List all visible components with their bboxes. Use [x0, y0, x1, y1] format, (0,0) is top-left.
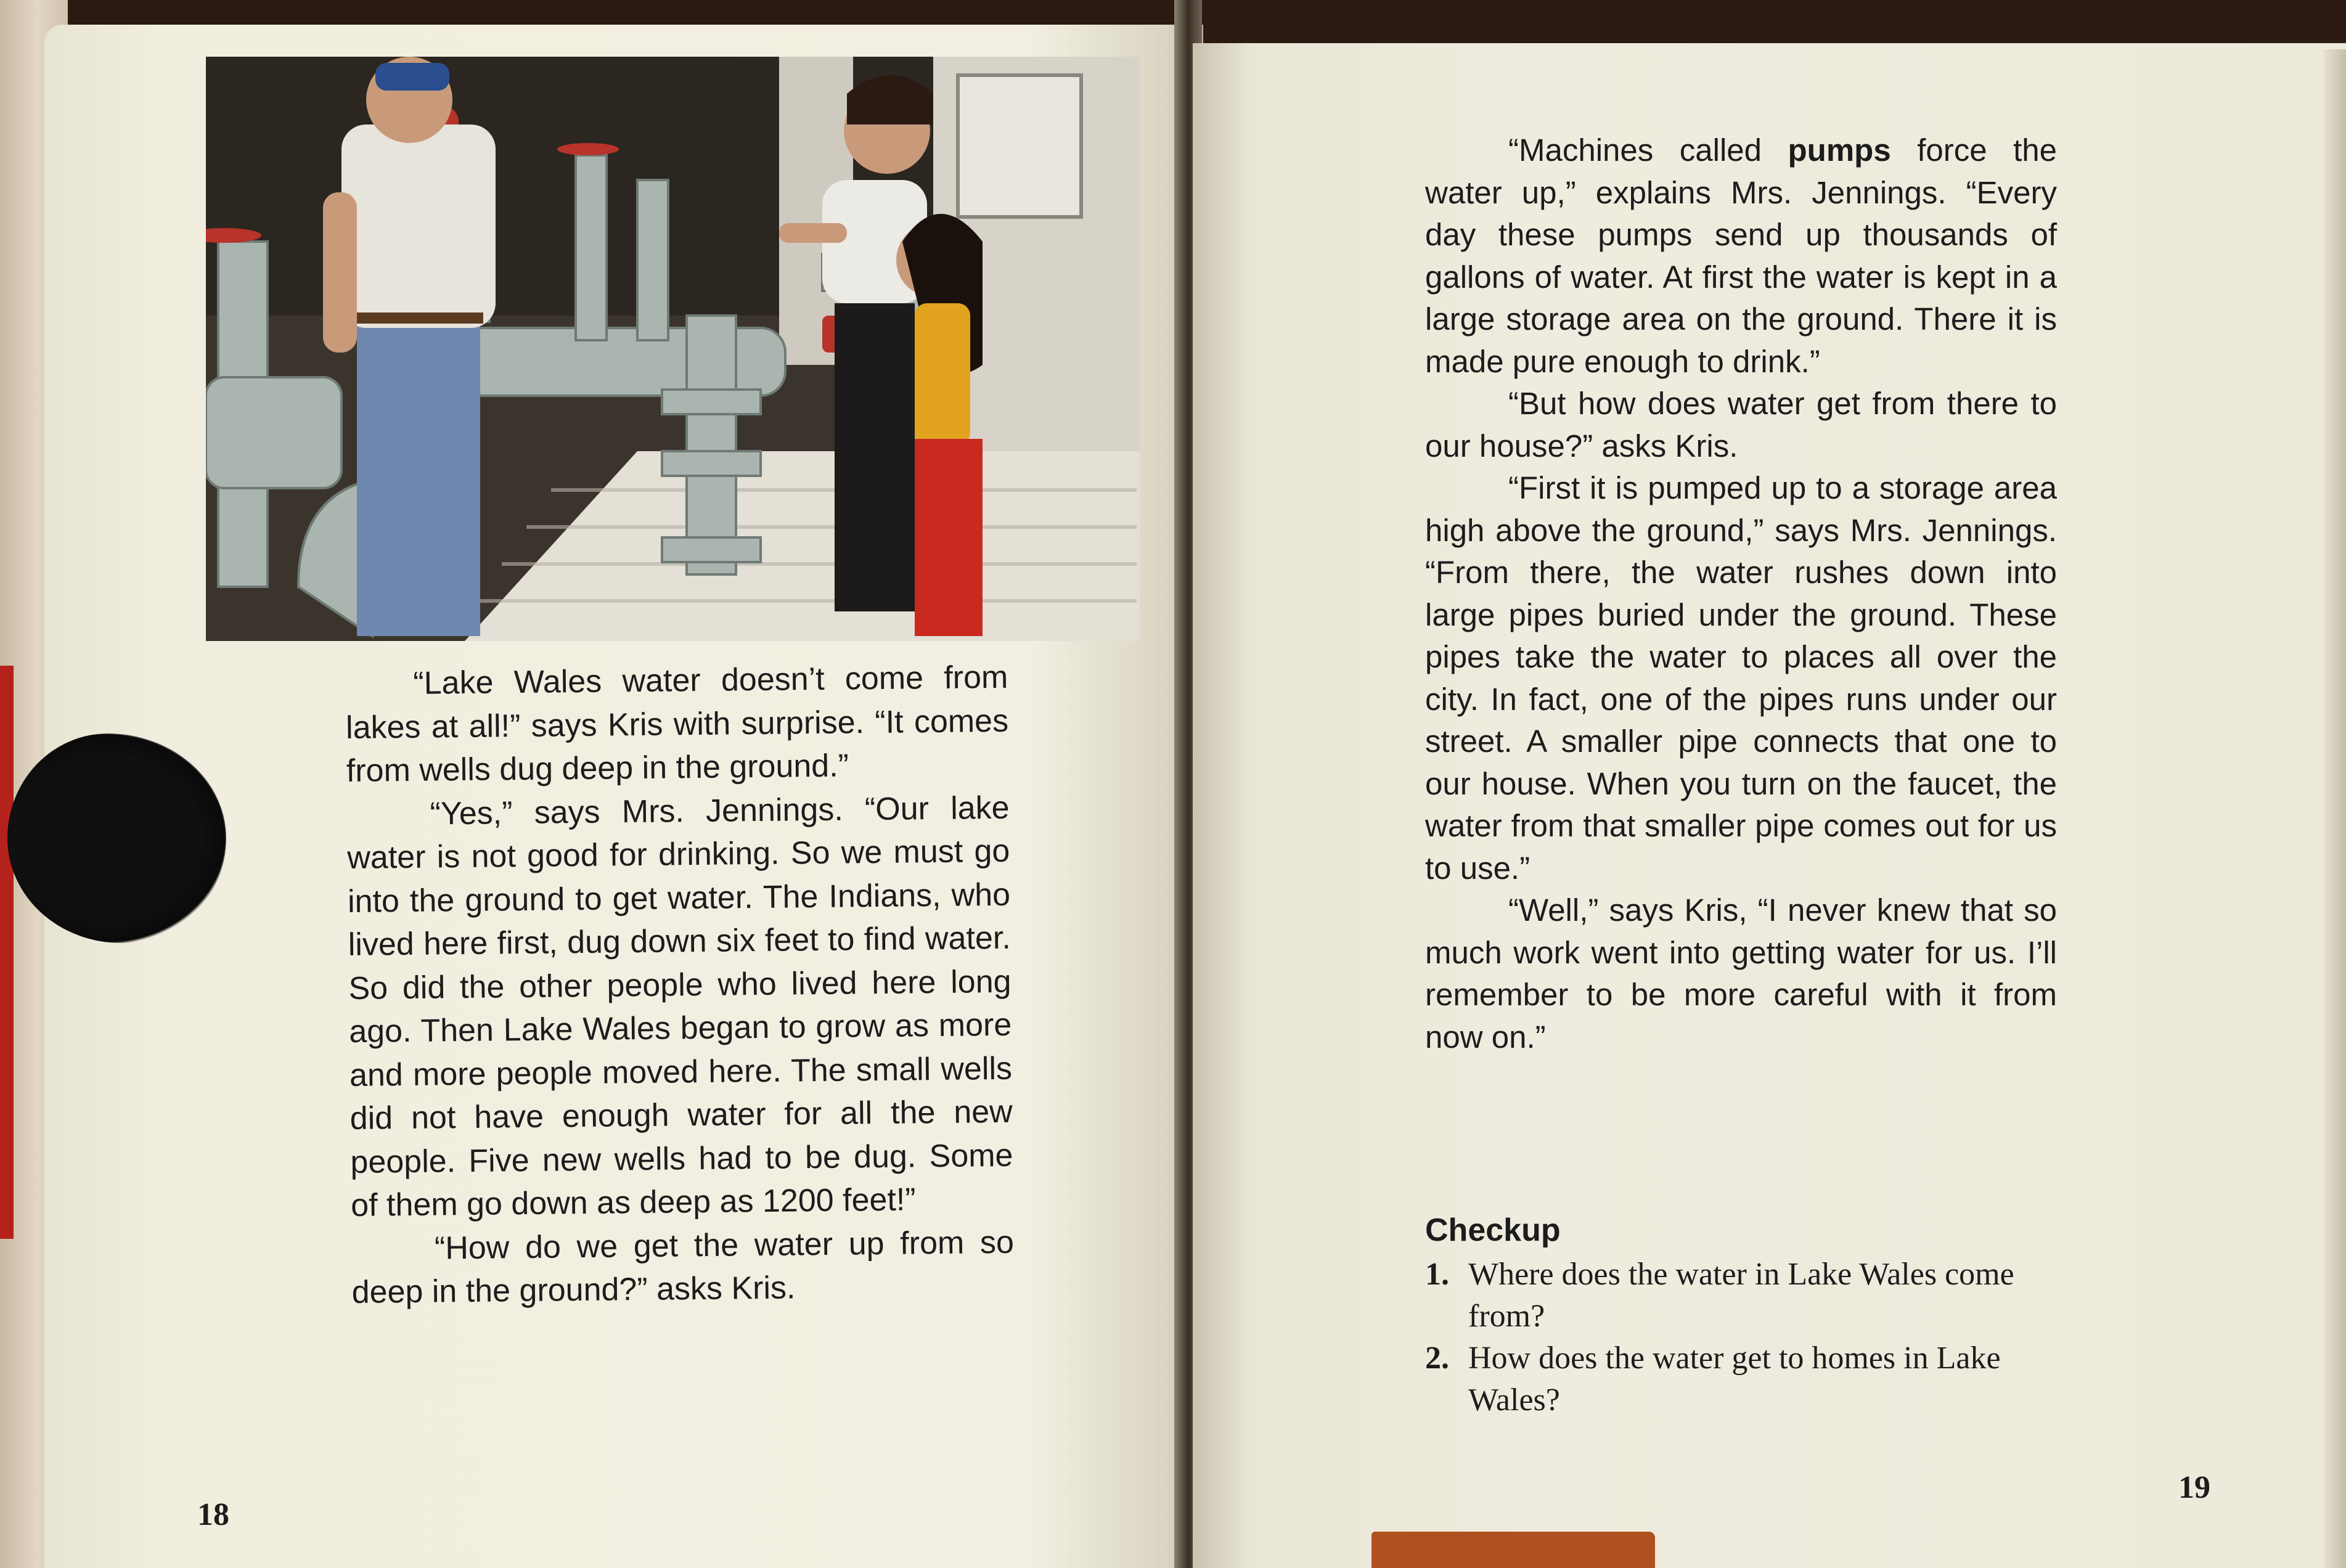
page-number-right: 19: [2178, 1470, 2210, 1505]
question-number: 1.: [1425, 1257, 1449, 1292]
right-text-column: [1425, 129, 2057, 1058]
cover-red-band: [0, 666, 14, 1239]
checkup-heading: Checkup: [1425, 1212, 1561, 1248]
thumb-shadow: [7, 733, 226, 943]
checkup-section: [1425, 1212, 2078, 1421]
p1-before: “Machines called: [1508, 133, 1788, 168]
keyword-pumps: pumps: [1788, 133, 1891, 168]
right-paragraph-3: “First it is pumped up to a storage area high above the ground,” says Mrs. Jennings. “From there, the water rushes down into large pipes buried under the ground. These pipes take the water to places all over the city. In fact, one of the pipes runs under our street. A smaller pipe connects that one to our house. When you turn on the faucet, the water from that smaller pipe comes out for us to use.”: [1425, 470, 2057, 886]
left-paragraph-2: “Yes,” says Mrs. Jennings. “Our lake water is not good for drinking. So we must go into the ground to get water. The Indians, who lived here first, dug down six feet to find water. So did the other people who lived here long ago. Then Lake Wales began to grow as more and more people moved here. The small wells did not have enough water for all the new people. Five new wells had to be dug. Some of them go down as deep as 1200 feet!”: [347, 790, 1013, 1223]
photo-illustration: [206, 57, 1140, 641]
page-number-left: 18: [197, 1497, 229, 1532]
right-paragraph-2: “But how does water get from there to our house?” asks Kris.: [1425, 386, 2057, 463]
p1-after: force the water up,” explains Mrs. Jennings. “Every day these pumps send up thousands of gallons of water. At first the water is kept in a large storage area on the ground. There it is made pure enough to drink.”: [1425, 133, 2057, 379]
left-paragraph-3: “How do we get the water up from so deep in the ground?” asks Kris.: [351, 1224, 1015, 1310]
pump-station-photo: [206, 57, 1140, 641]
question-text: Where does the water in Lake Wales come from?: [1468, 1257, 2014, 1334]
right-paragraph-4: “Well,” says Kris, “I never knew that so much work went into getting water for us. I’ll remember to be more careful with it from now on.”: [1425, 892, 2057, 1055]
question-number: 2.: [1425, 1341, 1449, 1376]
left-text-column: [345, 656, 1015, 1315]
right-paragraph-1: [1425, 129, 2057, 383]
left-paragraph-1: “Lake Wales water doesn’t come from lakes at all!” says Kris with surprise. “It comes from wells dug deep in the ground.”: [345, 659, 1009, 789]
checkup-list: [1425, 1254, 2078, 1421]
checkup-question: [1425, 1254, 2078, 1337]
question-text: How does the water get to homes in Lake Wales?: [1468, 1341, 2001, 1418]
checkup-question: [1425, 1337, 2078, 1421]
right-page-edge: [2324, 49, 2346, 1568]
page-stain: [1371, 1532, 1655, 1568]
